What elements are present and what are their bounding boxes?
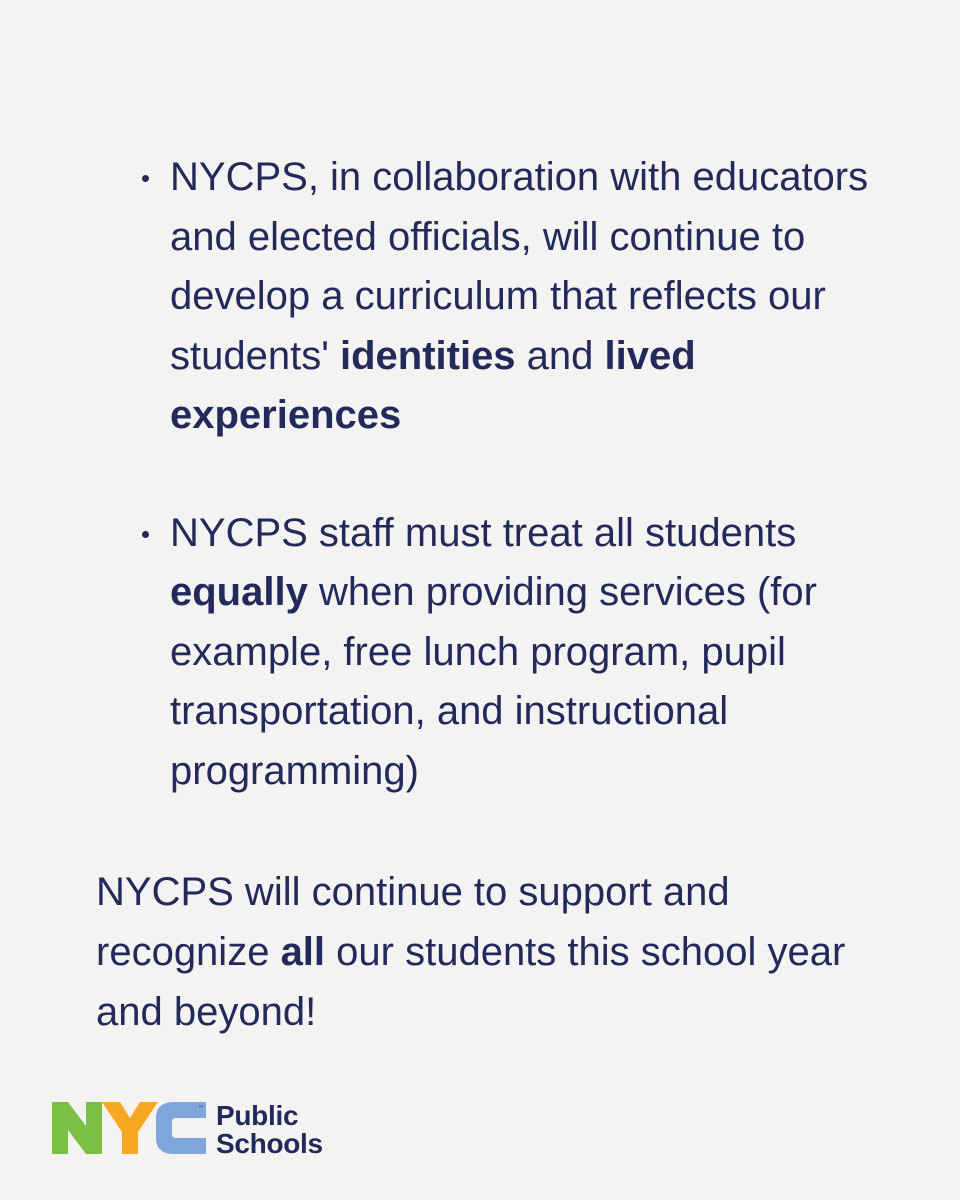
emphasis-equally: equally <box>170 570 308 614</box>
bullet-curriculum <box>138 148 898 446</box>
nyc-logo-mark-icon <box>50 1100 210 1156</box>
bullet-dot <box>142 531 149 538</box>
emphasis-identities: identities <box>339 333 516 378</box>
bullet-list <box>138 148 898 801</box>
closing-statement: NYCPS will continue to support and recognize all our students this school year and beyond! <box>96 870 846 1034</box>
bullet-text: NYCPS, in collaboration with educators and elected officials, will continue to develop a curriculum that reflects our students' identities and lived experiences <box>170 155 869 437</box>
emphasis-lived-experiences: lived experiences <box>170 333 696 437</box>
bullet-text: NYCPS staff must treat all students equally when providing services (for example, free lunch program, pupil transportation, and instructional programming) <box>170 510 817 793</box>
emphasis-all: all <box>280 930 326 974</box>
nyc-public-schools-logo <box>50 1100 350 1160</box>
bullet-dot <box>142 175 149 182</box>
bullet-equal-treatment <box>138 504 898 802</box>
logo-wordmark: Public Schools <box>216 1100 323 1159</box>
svg-text:™: ™ <box>198 1105 204 1112</box>
